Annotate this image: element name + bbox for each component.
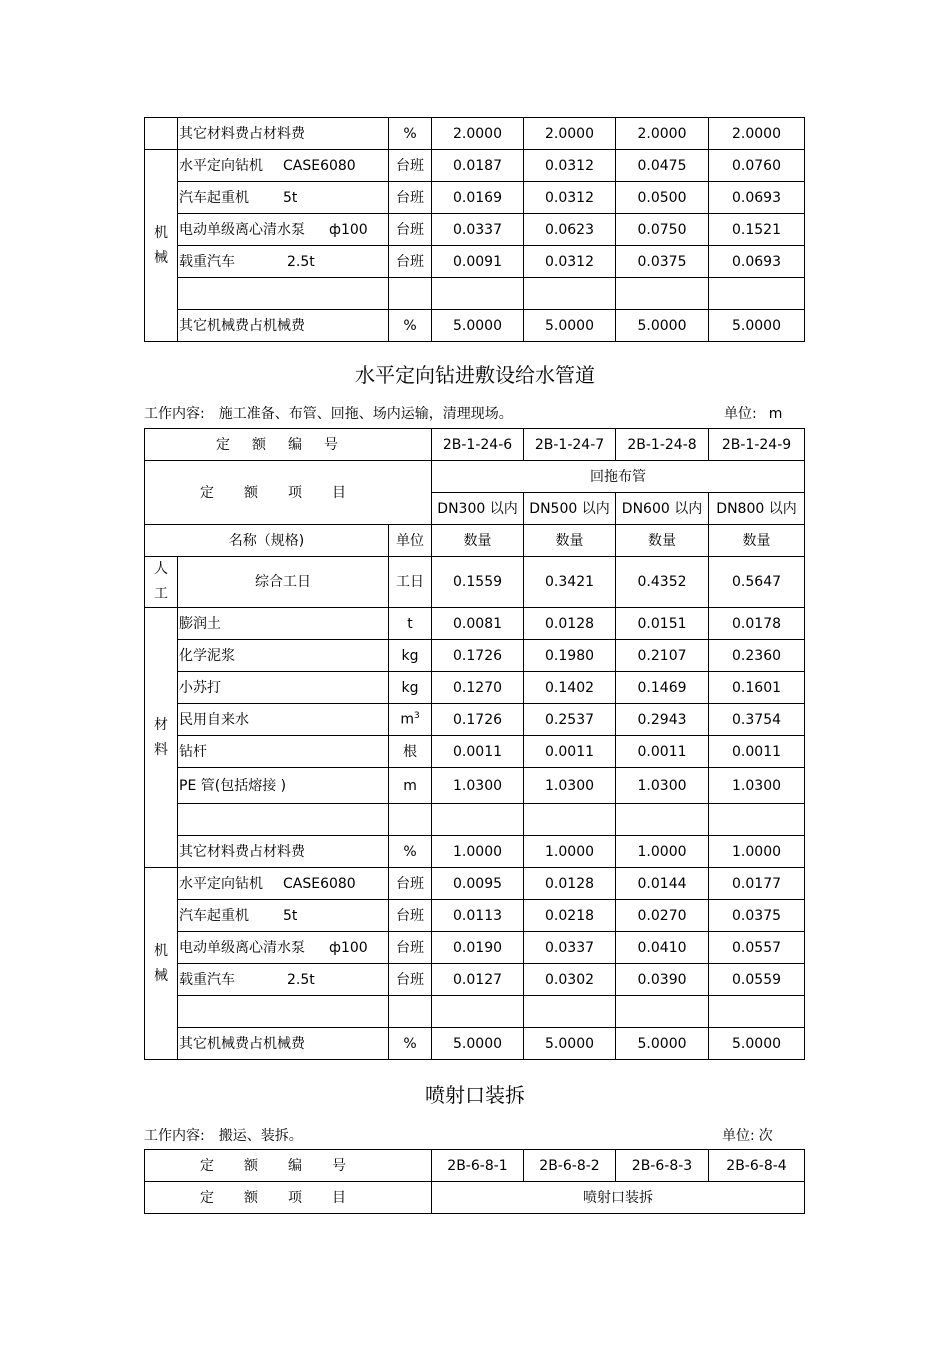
machine-spec: ф100 bbox=[329, 221, 368, 238]
col-qty-label: 数量 bbox=[524, 525, 616, 557]
category-char: 机 bbox=[154, 224, 168, 241]
value-cell: 0.2360 bbox=[709, 640, 805, 672]
value-cell: 0.0693 bbox=[709, 182, 805, 214]
value-cell: 0.0693 bbox=[709, 246, 805, 278]
value-cell: 0.0559 bbox=[709, 964, 805, 996]
value-cell: 5.0000 bbox=[616, 1028, 709, 1060]
work-content-label: 工作内容: bbox=[144, 1128, 205, 1144]
value-cell: 0.0128 bbox=[524, 868, 616, 900]
item-name bbox=[178, 932, 389, 964]
value-cell: 0.0337 bbox=[432, 214, 524, 246]
value-cell: 0.0081 bbox=[432, 608, 524, 640]
value-cell: 0.0760 bbox=[709, 150, 805, 182]
category-char: 料 bbox=[154, 741, 168, 758]
value-cell: 0.0190 bbox=[432, 932, 524, 964]
empty-row bbox=[145, 278, 805, 310]
value-cell: 0.2943 bbox=[616, 704, 709, 736]
value-cell: 1.0000 bbox=[709, 836, 805, 868]
value-cell: 0.0151 bbox=[616, 608, 709, 640]
category-char: 械 bbox=[154, 967, 168, 984]
category-char: 工 bbox=[154, 586, 168, 602]
col-qty-label: 数量 bbox=[616, 525, 709, 557]
value-cell: 0.0337 bbox=[524, 932, 616, 964]
value-cell: 0.0312 bbox=[524, 182, 616, 214]
machine-name: 水平定向钻机 bbox=[179, 875, 263, 892]
item-name bbox=[178, 214, 389, 246]
col-qty-label: 数量 bbox=[432, 525, 524, 557]
work-content bbox=[144, 1125, 303, 1145]
table-row bbox=[145, 608, 805, 640]
machine-name: 电动单级离心清水泵 bbox=[179, 939, 305, 956]
value-cell: 0.0127 bbox=[432, 964, 524, 996]
header-row-group bbox=[145, 1182, 805, 1214]
machine-name: 载重汽车 bbox=[179, 971, 235, 988]
table-row bbox=[145, 150, 805, 182]
value-cell: 0.0312 bbox=[524, 246, 616, 278]
header-row-code bbox=[145, 1150, 805, 1182]
value-cell: 0.0011 bbox=[432, 736, 524, 768]
table-row bbox=[145, 118, 805, 150]
value-cell: 0.2107 bbox=[616, 640, 709, 672]
header-row-code bbox=[145, 429, 805, 461]
quota-table-nozzle bbox=[144, 1149, 805, 1214]
item-unit: $m^3$ bbox=[389, 704, 432, 736]
header-code-label: 定额编号 bbox=[145, 429, 432, 461]
value-cell: 0.0390 bbox=[616, 964, 709, 996]
value-cell: 0.0169 bbox=[432, 182, 524, 214]
table-row bbox=[145, 182, 805, 214]
value-cell: 1.0300 bbox=[524, 768, 616, 804]
item-name: 其它机械费占机械费 bbox=[178, 1028, 389, 1060]
quota-table-drilling bbox=[144, 428, 805, 1060]
machine-name: 载重汽车 bbox=[179, 253, 235, 270]
value-cell: 0.4352 bbox=[616, 557, 709, 608]
value-cell: 5.0000 bbox=[432, 1028, 524, 1060]
table-row bbox=[145, 246, 805, 278]
table-row bbox=[145, 900, 805, 932]
group-label: 喷射口装拆 bbox=[432, 1182, 805, 1214]
item-unit: 台班 bbox=[389, 868, 432, 900]
value-cell: 1.0300 bbox=[709, 768, 805, 804]
value-cell: 2.0000 bbox=[432, 118, 524, 150]
item-name bbox=[178, 900, 389, 932]
value-cell: 5.0000 bbox=[709, 310, 805, 342]
value-cell: 0.1726 bbox=[432, 704, 524, 736]
value-cell: 2.0000 bbox=[616, 118, 709, 150]
machine-name: 汽车起重机 bbox=[179, 189, 249, 206]
work-content-text: 施工准备、布管、回拖、场内运输，清理现场。 bbox=[218, 406, 513, 422]
machine-spec: CASE6080 bbox=[283, 157, 356, 174]
item-name bbox=[178, 182, 389, 214]
machine-spec: 5t bbox=[283, 189, 298, 206]
value-cell: 0.0091 bbox=[432, 246, 524, 278]
value-cell: 0.0410 bbox=[616, 932, 709, 964]
machine-name: 汽车起重机 bbox=[179, 907, 249, 924]
category-char: 材 bbox=[154, 716, 168, 733]
item-unit: 台班 bbox=[389, 900, 432, 932]
item-unit: 台班 bbox=[389, 182, 432, 214]
table-row bbox=[145, 768, 805, 804]
table-row bbox=[145, 836, 805, 868]
unit-info bbox=[722, 1125, 773, 1145]
value-cell: 5.0000 bbox=[709, 1028, 805, 1060]
item-name bbox=[178, 150, 389, 182]
item-unit: 台班 bbox=[389, 932, 432, 964]
value-cell: 0.0187 bbox=[432, 150, 524, 182]
item-unit: % bbox=[389, 1028, 432, 1060]
unit-value: m bbox=[768, 406, 783, 422]
value-cell: 0.0623 bbox=[524, 214, 616, 246]
work-content bbox=[144, 403, 513, 423]
header-row-group bbox=[145, 461, 805, 493]
value-cell: 0.0270 bbox=[616, 900, 709, 932]
size-label: DN600 以内 bbox=[616, 493, 709, 525]
size-label: DN800 以内 bbox=[709, 493, 805, 525]
machine-name: 水平定向钻机 bbox=[179, 157, 263, 174]
value-cell: 0.5647 bbox=[709, 557, 805, 608]
value-cell: 0.0218 bbox=[524, 900, 616, 932]
value-cell: 0.0128 bbox=[524, 608, 616, 640]
item-name: 其它机械费占机械费 bbox=[178, 310, 389, 342]
col-unit-label: 单位 bbox=[389, 525, 432, 557]
value-cell: 0.0312 bbox=[524, 150, 616, 182]
machine-spec: 2.5t bbox=[287, 971, 315, 988]
value-cell: 0.0475 bbox=[616, 150, 709, 182]
table-row bbox=[145, 640, 805, 672]
value-cell: 1.0300 bbox=[616, 768, 709, 804]
table-row bbox=[145, 964, 805, 996]
size-label: DN300 以内 bbox=[432, 493, 524, 525]
category-char: 械 bbox=[154, 249, 168, 266]
labor-row bbox=[145, 557, 805, 608]
machine-spec: ф100 bbox=[329, 939, 368, 956]
unit-label: 单位: bbox=[722, 1128, 755, 1144]
value-cell: 0.0750 bbox=[616, 214, 709, 246]
work-content-text: 搬运、装拆。 bbox=[218, 1128, 303, 1144]
header-item-label: 定额项目 bbox=[145, 1182, 432, 1214]
machine-spec: 2.5t bbox=[287, 253, 315, 270]
machine-spec: CASE6080 bbox=[283, 875, 356, 892]
quota-code: 2B-1-24-9 bbox=[709, 429, 805, 461]
value-cell: 1.0000 bbox=[524, 836, 616, 868]
item-unit: 台班 bbox=[389, 150, 432, 182]
table-row bbox=[145, 672, 805, 704]
item-name: 钻杆 bbox=[178, 736, 389, 768]
item-unit: % bbox=[389, 310, 432, 342]
empty-row bbox=[145, 804, 805, 836]
item-unit: 台班 bbox=[389, 214, 432, 246]
category-cell bbox=[145, 118, 178, 150]
value-cell: 1.0000 bbox=[616, 836, 709, 868]
item-unit: kg bbox=[389, 640, 432, 672]
item-name: 小苏打 bbox=[178, 672, 389, 704]
labor-category bbox=[145, 557, 178, 608]
item-unit: t bbox=[389, 608, 432, 640]
size-label: DN500 以内 bbox=[524, 493, 616, 525]
col-qty-label: 数量 bbox=[709, 525, 805, 557]
table-row bbox=[145, 736, 805, 768]
machine-spec: 5t bbox=[283, 907, 298, 924]
item-name: 其它材料费占材料费 bbox=[178, 118, 389, 150]
header-item-label: 定额项目 bbox=[145, 461, 432, 525]
category-char: 人 bbox=[154, 561, 168, 577]
empty-row bbox=[145, 996, 805, 1028]
value-cell: 0.0113 bbox=[432, 900, 524, 932]
item-name: 民用自来水 bbox=[178, 704, 389, 736]
quota-code: 2B-6-8-1 bbox=[432, 1150, 524, 1182]
quota-code: 2B-1-24-8 bbox=[616, 429, 709, 461]
value-cell: 5.0000 bbox=[432, 310, 524, 342]
group-label: 回拖布管 bbox=[432, 461, 805, 493]
value-cell: 0.1601 bbox=[709, 672, 805, 704]
value-cell: 1.0300 bbox=[432, 768, 524, 804]
quota-code: 2B-1-24-7 bbox=[524, 429, 616, 461]
machinery-category bbox=[145, 868, 178, 1060]
quota-code: 2B-6-8-4 bbox=[709, 1150, 805, 1182]
quota-code: 2B-6-8-2 bbox=[524, 1150, 616, 1182]
value-cell: 0.1402 bbox=[524, 672, 616, 704]
item-name: 综合工日 bbox=[178, 557, 389, 608]
value-cell: 0.3421 bbox=[524, 557, 616, 608]
machinery-category bbox=[145, 150, 178, 342]
work-content-label: 工作内容: bbox=[144, 406, 205, 422]
item-unit: 工日 bbox=[389, 557, 432, 608]
value-cell: 0.0177 bbox=[709, 868, 805, 900]
value-cell: 0.0144 bbox=[616, 868, 709, 900]
item-name: 化学泥浆 bbox=[178, 640, 389, 672]
item-unit: m bbox=[389, 768, 432, 804]
value-cell: 0.0011 bbox=[524, 736, 616, 768]
value-cell: 0.0302 bbox=[524, 964, 616, 996]
value-cell: 0.3754 bbox=[709, 704, 805, 736]
item-unit: % bbox=[389, 118, 432, 150]
value-cell: 0.1469 bbox=[616, 672, 709, 704]
value-cell: 0.0500 bbox=[616, 182, 709, 214]
value-cell: 0.2537 bbox=[524, 704, 616, 736]
item-unit: 台班 bbox=[389, 964, 432, 996]
value-cell: 0.0375 bbox=[709, 900, 805, 932]
item-name: 其它材料费占材料费 bbox=[178, 836, 389, 868]
value-cell: 0.1521 bbox=[709, 214, 805, 246]
value-cell: 5.0000 bbox=[524, 1028, 616, 1060]
value-cell: 2.0000 bbox=[709, 118, 805, 150]
header-code-label: 定额编号 bbox=[145, 1150, 432, 1182]
machine-name: 电动单级离心清水泵 bbox=[179, 221, 305, 238]
value-cell: 2.0000 bbox=[524, 118, 616, 150]
value-cell: 0.0375 bbox=[616, 246, 709, 278]
unit-label: 单位: bbox=[724, 406, 757, 422]
value-cell: 0.0178 bbox=[709, 608, 805, 640]
table-row bbox=[145, 1028, 805, 1060]
table-row bbox=[145, 932, 805, 964]
item-name bbox=[178, 964, 389, 996]
value-cell: 5.0000 bbox=[616, 310, 709, 342]
value-cell: 0.1559 bbox=[432, 557, 524, 608]
item-name bbox=[178, 868, 389, 900]
table-row bbox=[145, 868, 805, 900]
table-row bbox=[145, 704, 805, 736]
quota-table-continued bbox=[144, 117, 805, 342]
value-cell: 0.0095 bbox=[432, 868, 524, 900]
item-name: 膨润土 bbox=[178, 608, 389, 640]
table-row bbox=[145, 214, 805, 246]
header-row-columns bbox=[145, 525, 805, 557]
table-row bbox=[145, 310, 805, 342]
value-cell: 0.0011 bbox=[709, 736, 805, 768]
section-title: 水平定向钻进敷设给水管道 bbox=[355, 363, 595, 387]
item-name bbox=[178, 246, 389, 278]
value-cell: 0.0557 bbox=[709, 932, 805, 964]
category-char: 机 bbox=[154, 942, 168, 959]
quota-code: 2B-6-8-3 bbox=[616, 1150, 709, 1182]
item-name: PE 管(包括熔接 ) bbox=[178, 768, 389, 804]
value-cell: 5.0000 bbox=[524, 310, 616, 342]
value-cell: 0.0011 bbox=[616, 736, 709, 768]
col-name-label: 名称（规格) bbox=[145, 525, 389, 557]
value-cell: 0.1726 bbox=[432, 640, 524, 672]
item-unit: 台班 bbox=[389, 246, 432, 278]
value-cell: 1.0000 bbox=[432, 836, 524, 868]
value-cell: 0.1980 bbox=[524, 640, 616, 672]
unit-info bbox=[724, 403, 782, 423]
item-unit: % bbox=[389, 836, 432, 868]
material-category bbox=[145, 608, 178, 868]
item-unit: 根 bbox=[389, 736, 432, 768]
quota-code: 2B-1-24-6 bbox=[432, 429, 524, 461]
section-title: 喷射口装拆 bbox=[425, 1083, 525, 1107]
unit-value: 次 bbox=[758, 1128, 773, 1144]
item-unit: kg bbox=[389, 672, 432, 704]
value-cell: 0.1270 bbox=[432, 672, 524, 704]
